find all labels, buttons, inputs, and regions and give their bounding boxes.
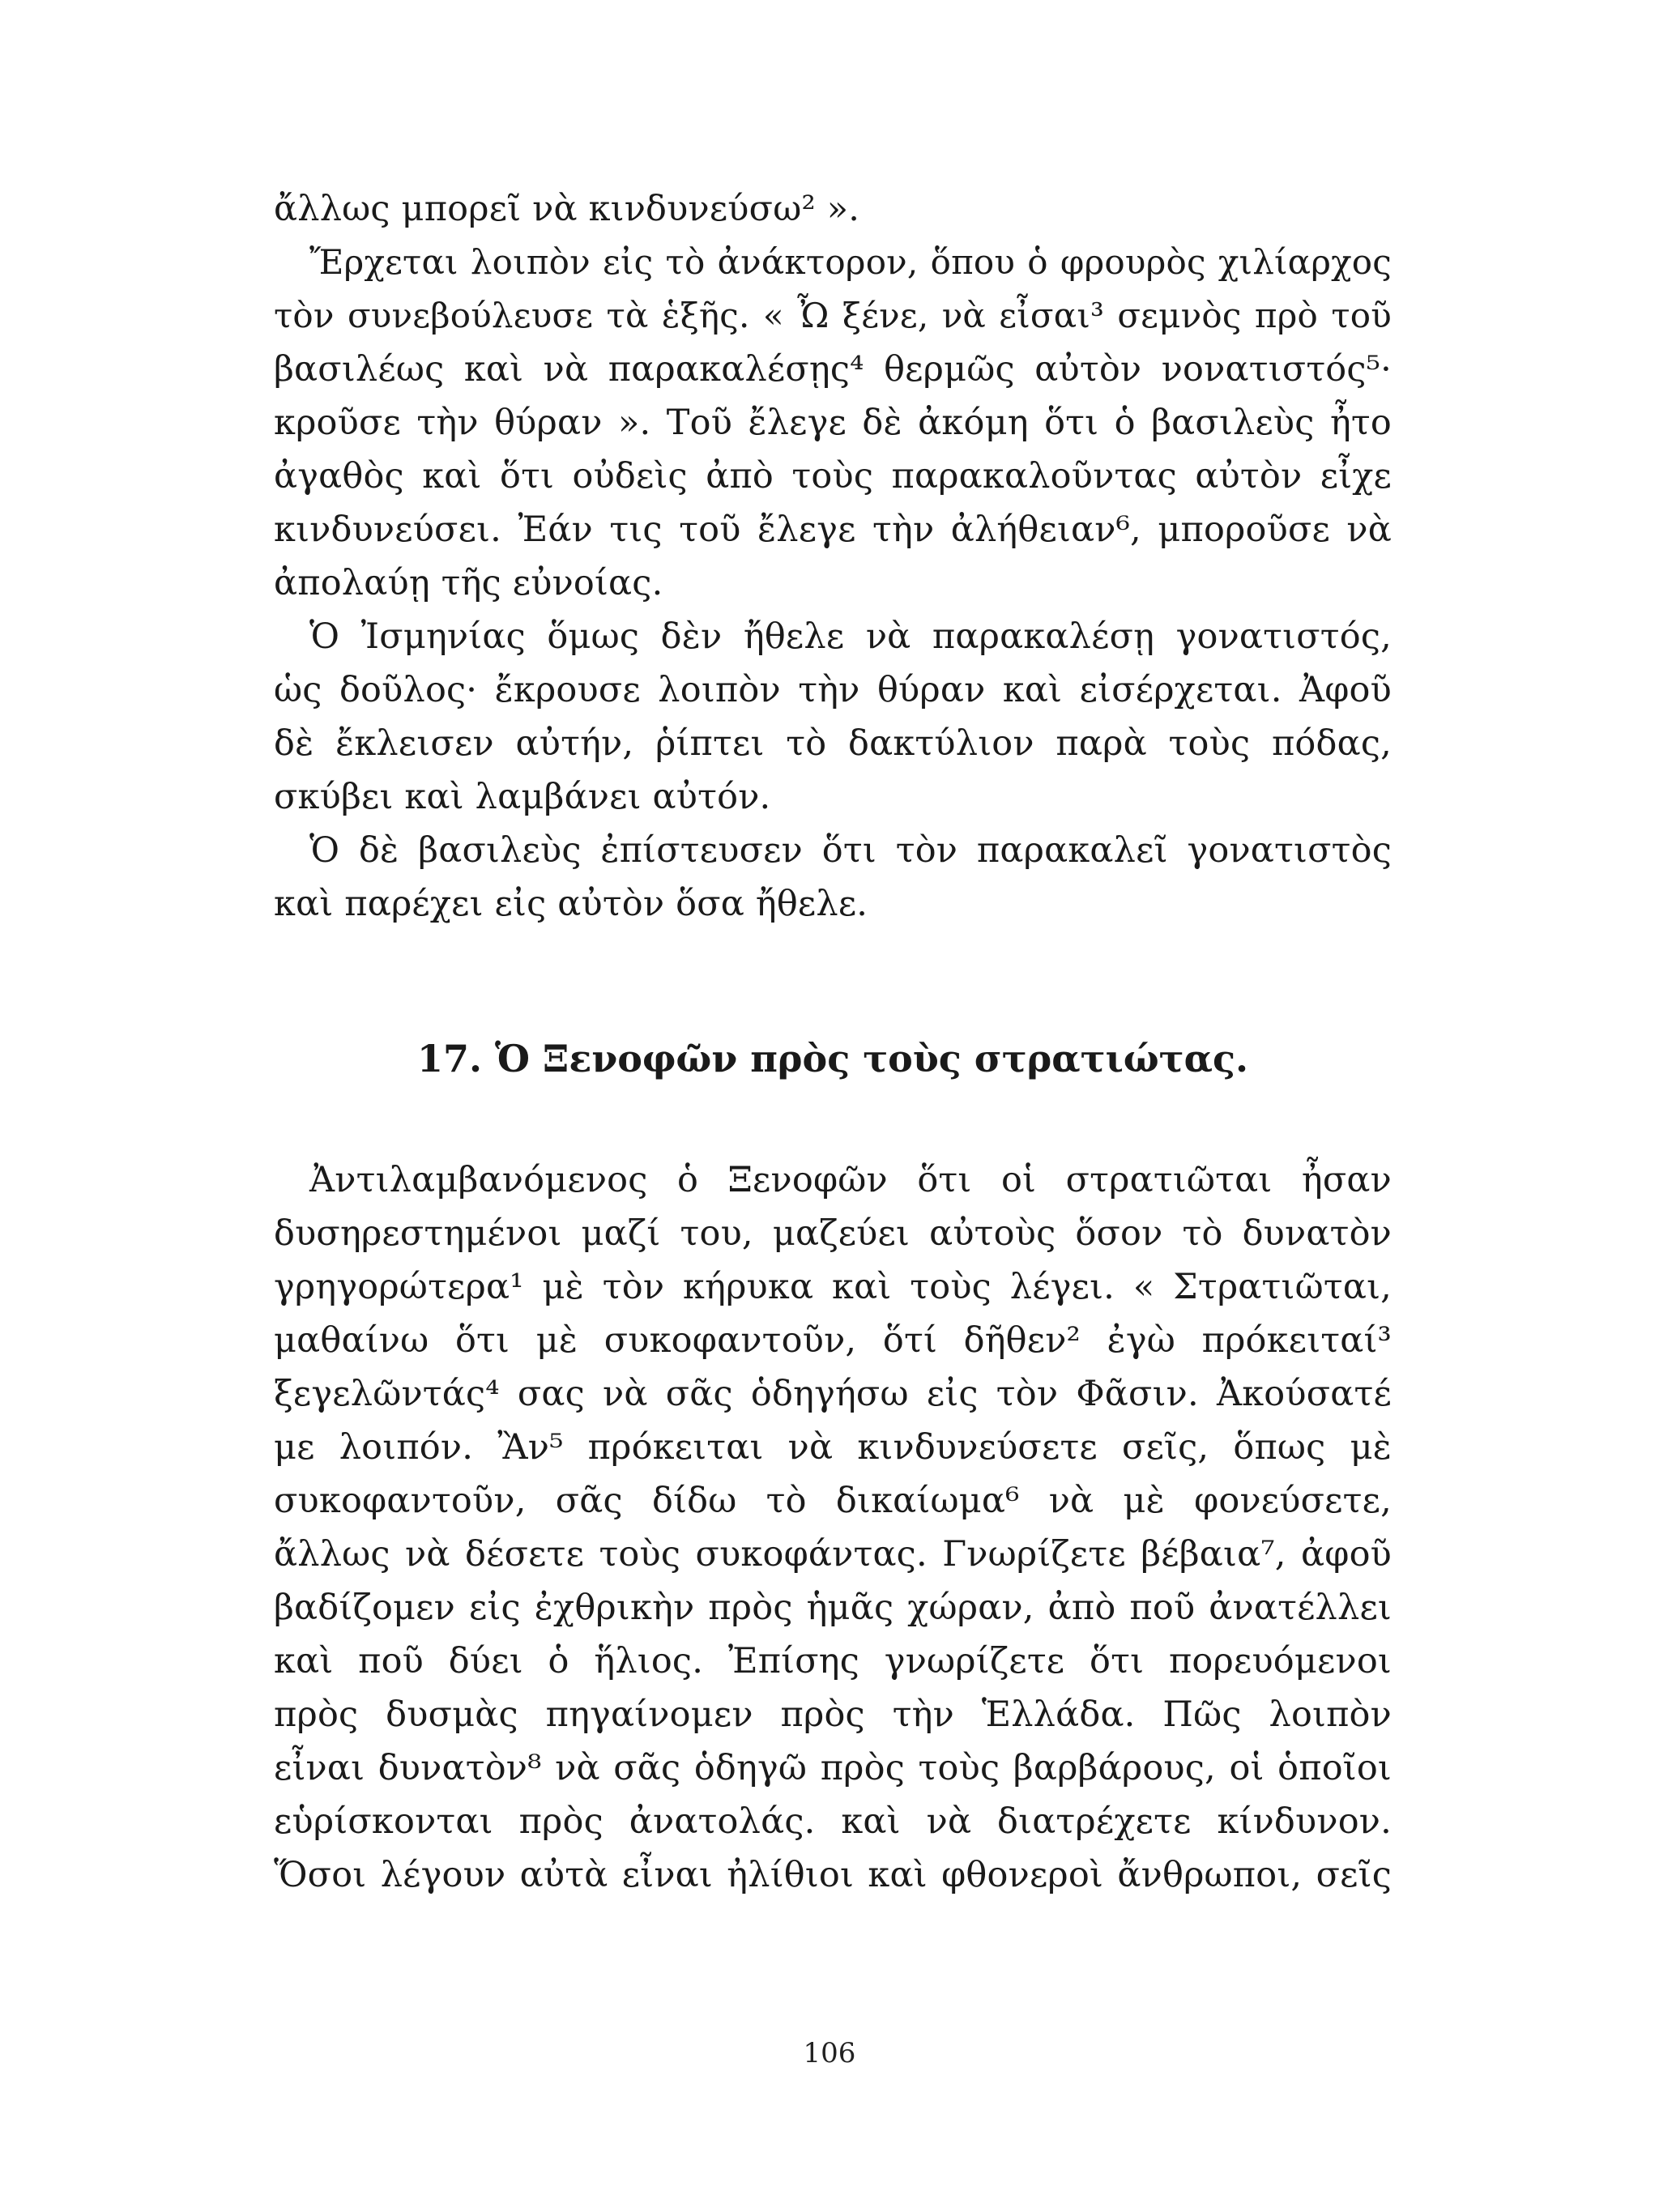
text-line: εὑρίσκονται πρὸς ἀνατολάς. καὶ νὰ διατρέχετε κίνδυνον.: [274, 1801, 1392, 1842]
text-line: κινδυνεύσει. Ἐάν τις τοῦ ἔλεγε τὴν ἀλήθειαν⁶, μποροῦσε νὰ: [274, 509, 1392, 550]
text-line: Ὁ Ἰσμηνίας ὅμως δὲν ἤθελε νὰ παρακαλέσῃ γονατιστός,: [309, 616, 1392, 657]
text-line: Ὅσοι λέγουν αὐτὰ εἶναι ἠλίθιοι καὶ φθονεροὶ ἄνθρωποι, σεῖς: [274, 1855, 1392, 1895]
section-1-text: [274, 182, 1392, 931]
text-line: βαδίζομεν εἰς ἐχθρικὴν πρὸς ἡμᾶς χώραν, ἀπὸ ποῦ ἀνατέλλει: [274, 1588, 1392, 1628]
page-number: 106: [803, 2037, 856, 2069]
text-line: δυσηρεστημένοι μαζί του, μαζεύει αὐτοὺς ὅσον τὸ δυνατὸν: [274, 1213, 1392, 1254]
section-2-text: [274, 1153, 1392, 1902]
text-line: ἄλλως νὰ δέσετε τοὺς συκοφάντας. Γνωρίζετε βέβαια⁷, ἀφοῦ: [274, 1534, 1392, 1575]
text-line: σκύβει καὶ λαμβάνει αὐτόν.: [274, 777, 771, 817]
text-line: Ἔρχεται λοιπὸν εἰς τὸ ἀνάκτορον, ὅπου ὁ φρουρὸς χιλίαρχος: [309, 242, 1392, 282]
text-line: με λοιπόν. Ἂν⁵ πρόκειται νὰ κινδυνεύσετε σεῖς, ὅπως μὲ: [274, 1427, 1392, 1468]
text-line: καὶ ποῦ δύει ὁ ἥλιος. Ἐπίσης γνωρίζετε ὅτι πορευόμενοι: [274, 1641, 1392, 1681]
text-line: καὶ παρέχει εἰς αὐτὸν ὅσα ἤθελε.: [274, 884, 868, 924]
text-line: Ἀντιλαμβανόμενος ὁ Ξενοφῶν ὅτι οἱ στρατιῶται ἦσαν: [309, 1160, 1392, 1200]
text-line: ἄλλως μπορεῖ νὰ κινδυνεύσω² ».: [274, 189, 860, 229]
text-line: βασιλέως καὶ νὰ παρακαλέσῃς⁴ θερμῶς αὐτὸν νονατιστός⁵·: [274, 349, 1392, 390]
text-line: συκοφαντοῦν, σᾶς δίδω τὸ δικαίωμα⁶ νὰ μὲ φονεύσετε,: [274, 1481, 1392, 1521]
text-line: ἀγαθὸς καὶ ὅτι οὐδεὶς ἀπὸ τοὺς παρακαλοῦντας αὐτὸν εἶχε: [274, 456, 1392, 497]
text-line: γρηγορώτερα¹ μὲ τὸν κήρυκα καὶ τοὺς λέγει. « Στρατιῶται,: [274, 1267, 1392, 1307]
text-line: εἶναι δυνατὸν⁸ νὰ σᾶς ὁδηγῶ πρὸς τοὺς βαρβάρους, οἱ ὁποῖοι: [274, 1748, 1392, 1788]
text-line: ξεγελῶντάς⁴ σας νὰ σᾶς ὁδηγήσω εἰς τὸν Φᾶσιν. Ἀκούσατέ: [274, 1374, 1392, 1414]
text-line: μαθαίνω ὅτι μὲ συκοφαντοῦν, ὅτί δῆθεν² ἐγὼ πρόκειταί³: [274, 1320, 1392, 1361]
text-line: κροῦσε τὴν θύραν ». Τοῦ ἔλεγε δὲ ἀκόμη ὅτι ὁ βασιλεὺς ἦτο: [274, 403, 1392, 443]
chapter-heading: 17. Ὁ Ξενοφῶν πρὸς τοὺς στρατιώτας.: [416, 1037, 1249, 1080]
text-line: δὲ ἔκλεισεν αὐτήν, ῥίπτει τὸ δακτύλιον παρὰ τοὺς πόδας,: [274, 723, 1392, 764]
text-line: Ὁ δὲ βασιλεὺς ἐπίστευσεν ὅτι τὸν παρακαλεῖ γονατιστὸς: [309, 830, 1392, 871]
text-line: τὸν συνεβούλευσε τὰ ἑξῆς. « Ὦ ξένε, νὰ εἶσαι³ σεμνὸς πρὸ τοῦ: [274, 296, 1392, 335]
text-line: ἀπολαύῃ τῆς εὐνοίας.: [274, 563, 663, 603]
text-line: ὡς δοῦλος· ἔκρουσε λοιπὸν τὴν θύραν καὶ εἰσέρχεται. Ἀφοῦ: [274, 670, 1392, 710]
text-line: πρὸς δυσμὰς πηγαίνομεν πρὸς τὴν Ἑλλάδα. Πῶς λοιπὸν: [274, 1694, 1392, 1735]
